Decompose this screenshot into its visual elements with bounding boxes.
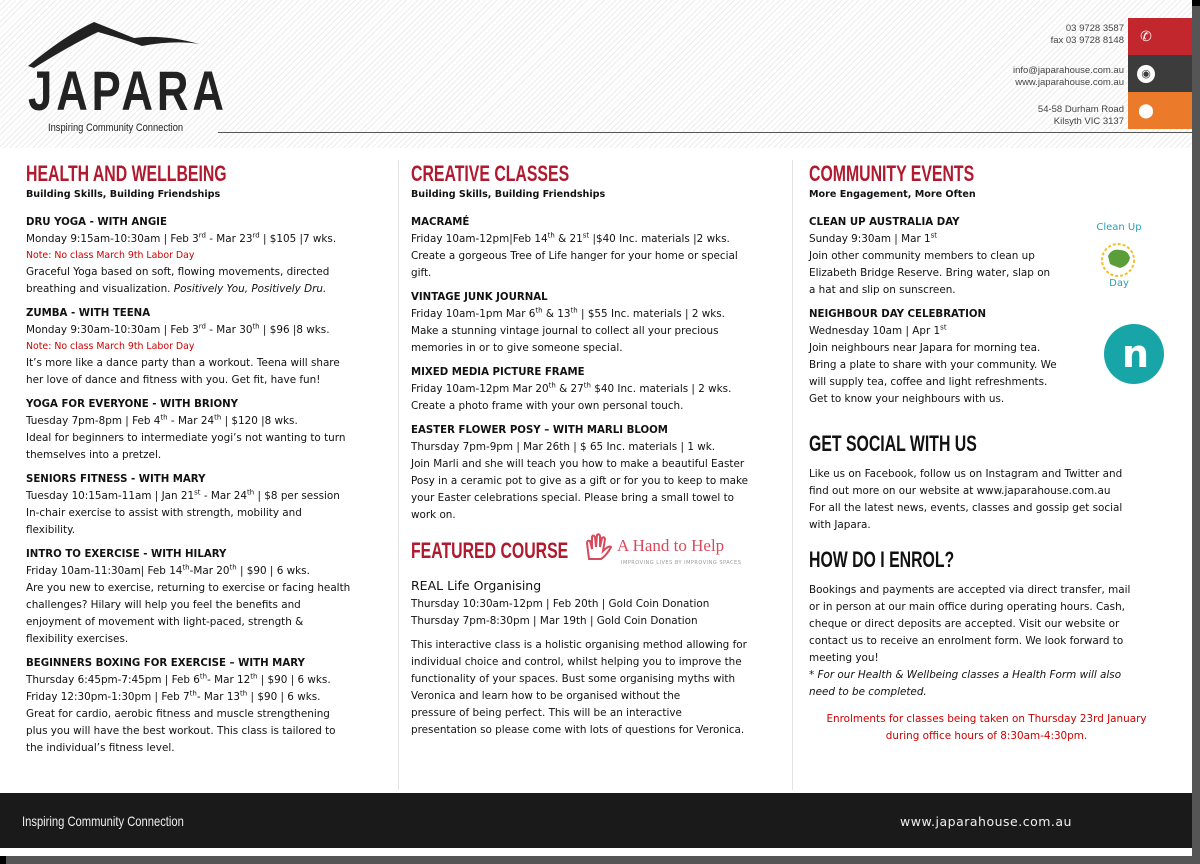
course-schedule: Thursday 7pm-8:30pm | Mar 19th | Gold Coin Donation bbox=[411, 615, 698, 627]
class-dru-yoga bbox=[26, 214, 396, 298]
partner-tagline: IMPROVING LIVES BY IMPROVING SPACES bbox=[621, 559, 742, 566]
class-description: Create a photo frame with your own personal touch. bbox=[411, 400, 684, 412]
section-title: COMMUNITY EVENTS bbox=[809, 161, 975, 186]
event-description: Elizabeth Bridge Reserve. Bring water, slap on bbox=[809, 267, 1051, 279]
phone-tab bbox=[1128, 18, 1192, 55]
contact-address bbox=[1038, 104, 1124, 128]
class-title: VINTAGE JUNK JOURNAL bbox=[411, 292, 548, 303]
event-description: Join other community members to clean up bbox=[809, 250, 1035, 262]
contact-web bbox=[1013, 65, 1124, 89]
course-description: individual choice and control, whilst helping you to improve the bbox=[411, 656, 742, 668]
event-description: will supply tea, coffee and light refreshments. bbox=[809, 376, 1048, 388]
creative-column bbox=[411, 160, 786, 739]
class-macrame bbox=[411, 214, 786, 282]
footer-website[interactable]: www.japarahouse.com.au bbox=[900, 814, 1072, 829]
class-schedule: Friday 10am-1pm Mar 6th & 13th | $55 Inc. materials | 2 wks. bbox=[411, 306, 725, 320]
contact-phone bbox=[1051, 23, 1124, 47]
class-title: ZUMBA - WITH TEENA bbox=[26, 308, 151, 319]
address-line-2: Kilsyth VIC 3137 bbox=[1053, 116, 1124, 127]
class-description: enjoyment of movement with light-paced, strength & bbox=[26, 616, 304, 628]
course-description: pressure of being perfect. This will be an interactive bbox=[411, 707, 682, 719]
class-note: Note: No class March 9th Labor Day bbox=[26, 250, 195, 261]
class-schedule: Tuesday 10:15am-11am | Jan 21st - Mar 24th | $8 per session bbox=[26, 488, 340, 502]
web-tab bbox=[1128, 55, 1192, 92]
event-description: Get to know your neighbours with us. bbox=[809, 393, 1005, 405]
class-schedule: Friday 12:30pm-1:30pm | Feb 7th- Mar 13th | $90 | 6 wks. bbox=[26, 689, 321, 703]
class-schedule: Thursday 7pm-9pm | Mar 26th | $ 65 Inc. materials | 1 wk. bbox=[411, 441, 716, 453]
featured-course-header bbox=[411, 531, 786, 571]
class-junk-journal bbox=[411, 289, 786, 357]
class-description: the individual’s fitness level. bbox=[26, 742, 175, 754]
class-yoga bbox=[26, 396, 396, 464]
phone-number[interactable]: 03 9728 3587 bbox=[1065, 23, 1124, 34]
class-description: memories in or to give someone special. bbox=[411, 342, 623, 354]
section-subtitle: More Engagement, More Often bbox=[809, 189, 976, 200]
section-title: FEATURED COURSE bbox=[411, 538, 569, 563]
email-link[interactable]: info@japarahouse.com.au bbox=[1012, 65, 1124, 76]
class-description: Make a stunning vintage journal to collect all your precious bbox=[411, 325, 719, 337]
course-description: functionality of your spaces. Bust some organising myths with bbox=[411, 673, 736, 685]
phone-icon: ✆ bbox=[1140, 29, 1152, 45]
column-divider bbox=[398, 160, 399, 790]
clean-up-australia-logo bbox=[1088, 222, 1148, 296]
event-title: CLEAN UP AUSTRALIA DAY bbox=[809, 217, 960, 228]
class-description: Ideal for beginners to intermediate yogi’s not wanting to turn bbox=[26, 432, 346, 444]
class-schedule: Monday 9:30am-10:30am | Feb 3rd - Mar 30th | $96 |8 wks. bbox=[26, 322, 330, 336]
section-title: CREATIVE CLASSES bbox=[411, 161, 570, 186]
class-title: EASTER FLOWER POSY – WITH MARLI BLOOM bbox=[411, 425, 668, 436]
event-schedule: Sunday 9:30am | Mar 1st bbox=[809, 231, 938, 245]
course-schedule: Thursday 10:30am-12pm | Feb 20th | Gold Coin Donation bbox=[411, 598, 710, 610]
class-description: work on. bbox=[411, 509, 456, 521]
class-description: It’s more like a dance party than a workout. Teena will share bbox=[26, 357, 340, 369]
class-description: your Easter celebrations special. Please bring a small towel to bbox=[411, 492, 735, 504]
section-title: HEALTH AND WELLBEING bbox=[26, 161, 227, 186]
class-description: Join Marli and she will teach you how to make a beautiful Easter bbox=[411, 458, 745, 470]
japara-logo bbox=[24, 16, 234, 141]
class-description: flexibility exercises. bbox=[26, 633, 129, 645]
clean-up-logo-bottom: Day bbox=[1109, 278, 1129, 289]
header bbox=[0, 0, 1192, 148]
logo-wordmark: JAPARA bbox=[28, 59, 228, 122]
class-description: themselves into a pretzel. bbox=[26, 449, 162, 461]
class-schedule: Tuesday 7pm-8pm | Feb 4th - Mar 24th | $120 |8 wks. bbox=[26, 413, 298, 427]
how-to-enrol bbox=[809, 546, 1164, 745]
class-description: Great for cardio, aerobic fitness and muscle strengthening bbox=[26, 708, 330, 720]
social-text: with Japara. bbox=[809, 519, 871, 531]
social-text: find out more on our website at www.japarahouse.com.au bbox=[809, 485, 1111, 497]
course-description: Veronica and learn how to be organised without the bbox=[411, 690, 681, 702]
enrol-text: or in person at our main office during operating hours. Cash, bbox=[809, 601, 1125, 613]
social-text: For all the latest news, events, classes and gossip get social bbox=[809, 502, 1123, 514]
class-description: Posy in a ceramic pot to give as a gift or for you to keep to make bbox=[411, 475, 749, 487]
class-schedule: Thursday 6:45pm-7:45pm | Feb 6th- Mar 12th | $90 | 6 wks. bbox=[26, 672, 331, 686]
class-description: her love of dance and fitness with you. Get fit, have fun! bbox=[26, 374, 321, 386]
location-pin-icon: ⬤ bbox=[1138, 103, 1154, 119]
enrol-dates: during office hours of 8:30am-4:30pm. bbox=[885, 730, 1088, 742]
clean-up-logo-top: Clean Up bbox=[1096, 222, 1142, 233]
class-note: Note: No class March 9th Labor Day bbox=[26, 341, 195, 352]
class-seniors-fitness bbox=[26, 471, 396, 539]
class-description: breathing and visualization. Positively You, Positively Dru. bbox=[26, 283, 327, 295]
class-description: gift. bbox=[411, 267, 432, 279]
footer bbox=[0, 793, 1192, 848]
fax-number: fax 03 9728 8148 bbox=[1050, 35, 1124, 46]
get-social bbox=[809, 430, 1164, 534]
class-title: BEGINNERS BOXING FOR EXERCISE – WITH MARY bbox=[26, 658, 305, 669]
website-link[interactable]: www.japarahouse.com.au bbox=[1015, 77, 1124, 88]
enrol-text: contact us to receive an enrolment form. We look forward to bbox=[809, 635, 1124, 647]
class-description: Create a gorgeous Tree of Life hanger for your home or special bbox=[411, 250, 738, 262]
hand-icon bbox=[583, 531, 613, 561]
event-description: a hat and slip on sunscreen. bbox=[809, 284, 956, 296]
event-description: Bring a plate to share with your community. We bbox=[809, 359, 1057, 371]
event-description: Join neighbours near Japara for morning tea. bbox=[809, 342, 1041, 354]
class-picture-frame bbox=[411, 364, 786, 415]
class-title: DRU YOGA - WITH ANGIE bbox=[26, 217, 167, 228]
social-text: Like us on Facebook, follow us on Instagram and Twitter and bbox=[809, 468, 1123, 480]
class-description: plus you will have the best workout. This class is tailored to bbox=[26, 725, 336, 737]
hand-to-help-logo bbox=[591, 531, 741, 572]
class-schedule: Friday 10am-12pm|Feb 14th & 21st |$40 Inc. materials |2 wks. bbox=[411, 231, 730, 245]
class-boxing bbox=[26, 655, 396, 757]
class-description: flexibility. bbox=[26, 524, 76, 536]
column-divider bbox=[792, 160, 793, 790]
event-title: NEIGHBOUR DAY CELEBRATION bbox=[809, 309, 987, 320]
section-subtitle: Building Skills, Building Friendships bbox=[26, 189, 221, 200]
course-title: REAL Life Organising bbox=[411, 578, 542, 593]
address-line-1: 54-58 Durham Road bbox=[1037, 104, 1124, 115]
logo-tagline: Inspiring Community Connection bbox=[48, 122, 184, 134]
enrol-note: * For our Health & Wellbeing classes a Health Form will also bbox=[809, 669, 1122, 681]
health-column bbox=[26, 160, 396, 764]
neighbour-day-logo bbox=[1104, 324, 1164, 384]
class-schedule: Monday 9:15am-10:30am | Feb 3rd - Mar 23rd | $105 |7 wks. bbox=[26, 231, 337, 245]
footer-tagline: Inspiring Community Connection bbox=[22, 813, 184, 829]
class-title: MIXED MEDIA PICTURE FRAME bbox=[411, 367, 585, 378]
class-title: YOGA FOR EVERYONE - WITH BRIONY bbox=[26, 399, 239, 410]
course-description: This interactive class is a holistic organising method allowing for bbox=[411, 639, 747, 651]
header-rule bbox=[218, 132, 1192, 133]
class-title: INTRO TO EXERCISE - WITH HILARY bbox=[26, 549, 227, 560]
class-easter-posy bbox=[411, 422, 786, 524]
globe-icon: ◉ bbox=[1137, 65, 1155, 83]
class-description: Graceful Yoga based on soft, flowing movements, directed bbox=[26, 266, 330, 278]
class-title: MACRAMÉ bbox=[411, 217, 470, 228]
class-description: challenges? Hilary will help you feel the benefits and bbox=[26, 599, 301, 611]
section-title: HOW DO I ENROL? bbox=[809, 547, 955, 572]
section-title: GET SOCIAL WITH US bbox=[809, 431, 977, 456]
class-title: SENIORS FITNESS - WITH MARY bbox=[26, 474, 206, 485]
event-schedule: Wednesday 10am | Apr 1st bbox=[809, 323, 947, 337]
class-schedule: Friday 10am-12pm Mar 20th & 27th $40 Inc. materials | 2 wks. bbox=[411, 381, 732, 395]
enrol-text: meeting you! bbox=[809, 652, 879, 664]
enrol-dates: Enrolments for classes being taken on Thursday 23rd January bbox=[826, 713, 1147, 725]
enrol-text: cheque or direct deposits are accepted. Visit our website or bbox=[809, 618, 1120, 630]
class-intro-exercise bbox=[26, 546, 396, 648]
enrol-text: Bookings and payments are accepted via direct transfer, mail bbox=[809, 584, 1131, 596]
class-zumba bbox=[26, 305, 396, 389]
neighbour-day-logo-letter: n bbox=[1122, 332, 1150, 376]
address-tab bbox=[1128, 92, 1192, 129]
section-subtitle: Building Skills, Building Friendships bbox=[411, 189, 606, 200]
course-description: presentation so please come with lots of questions for Veronica. bbox=[411, 724, 745, 736]
class-schedule: Friday 10am-11:30am| Feb 14th-Mar 20th | $90 | 6 wks. bbox=[26, 563, 310, 577]
partner-name: A Hand to Help bbox=[617, 536, 725, 555]
class-description: Are you new to exercise, returning to exercise or facing health bbox=[26, 582, 351, 594]
class-description: In-chair exercise to assist with strength, mobility and bbox=[26, 507, 302, 519]
enrol-note: need to be completed. bbox=[809, 686, 927, 698]
